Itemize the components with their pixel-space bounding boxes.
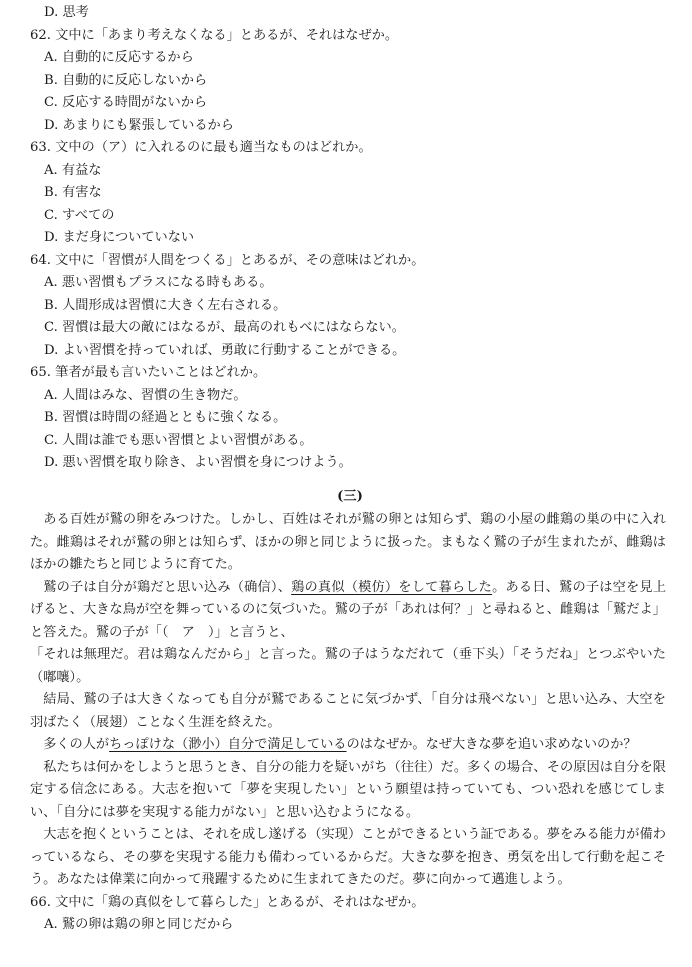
option-a: A. 人間はみな、習慣の生き物だ。	[44, 387, 247, 403]
option-a: A. 有益な	[44, 162, 102, 178]
option-d: D. あまりにも緊張しているから	[44, 117, 234, 133]
q61-option-d: D. 思考	[44, 5, 89, 20]
question-stem: 63. 文中の（ア）に入れるのに最も適当なものはどれか。	[30, 140, 372, 155]
question-65	[0, 362, 692, 475]
option-b: B. 人間形成は習慣に大きく左右される。	[44, 297, 287, 313]
option-b: B. 習慣は時間の経過とともに強くなる。	[44, 410, 287, 425]
option-c: C. 反応する時間がないから	[44, 95, 208, 110]
passage-text: 多くの人が	[43, 737, 110, 752]
section-title: (三)	[337, 488, 363, 504]
question-stem: 64. 文中に「習慣が人間をつくる」とあるが、その意味はどれか。	[30, 252, 425, 268]
passage-paragraph: 私たちは何かをしようと思うとき、自分の能力を疑いがち（往往）だ。多くの場合、その原因は自分を限定する信念にある。大志を抱いて「夢を実現したい」という願望は持っていても、つい恐れを感じてしまい、「自分には夢を実現する能力がない」と思い込むようになる。	[30, 759, 666, 820]
reading-passage	[0, 509, 692, 892]
passage-paragraph: 大志を抱くということは、それを成し遂げる（实现）ことができるという証である。夢をみる能力が備わっているなら、その夢を実現する能力も備わっているからだ。大きな夢を抱き、勇気を出して行動を起こそう。あなたは偉業に向かって飛躍するために生まれてきたのだ。夢に向かって邁進しよう。	[30, 827, 666, 887]
option-d: D. よい習慣を持っていれば、勇敢に行動することができる。	[44, 342, 406, 358]
passage-paragraph	[30, 734, 666, 757]
option-b: B. 自動的に反応しないから	[44, 72, 208, 88]
passage-paragraph: 「それは無理だ。君は鶏なんだから」と言った。鷲の子はうなだれて（垂下头）「そうだね」とつぶやいた（嘟嚷）。	[30, 647, 666, 685]
option-a: A. 鷲の卵は鶏の卵と同じだから	[44, 917, 234, 932]
passage-text: 鷲の子は自分が鶏だと思い込み（确信）、	[43, 579, 292, 595]
option-c: C. 人間は誰でも悪い習慣とよい習慣がある。	[44, 432, 313, 448]
passage-text: 。ある日、鷲の子は空を見上げると、大きな鳥が空を舞っているのに気づいた。鷲の子が「あれは何？」と尋ねると、雌鶏は「鷲だよ」と答えた。鷲の子が「（ ア ）」と言うと、	[30, 579, 667, 640]
question-66	[0, 892, 692, 937]
passage-text: のはなぜか。なぜ大きな夢を追い求めないのか？	[346, 737, 637, 752]
option-d: D. まだ身についていない	[44, 230, 195, 245]
option-d: D. 悪い習慣を取り除き、よい習慣を身につけよう。	[44, 455, 352, 470]
underlined-phrase: ちっぽけな（渺小）自分で満足している	[109, 737, 347, 752]
question-62	[0, 25, 692, 138]
passage-paragraph	[30, 577, 666, 645]
option-c: C. 習慣は最大の敵にはなるが、最高のれもべにはならない。	[44, 320, 405, 335]
passage-paragraph: 結局、鷲の子は大きくなっても自分が鷲であることに気づかず、「自分は飛べない」と思い込み、大空を羽ばたく（展翅）ことなく生涯を終えた。	[30, 692, 666, 730]
question-stem: 62. 文中に「あまり考えなくなる」とあるが、それはなぜか。	[30, 27, 399, 43]
question-stem: 65. 筆者が最も言いたいことはどれか。	[30, 365, 267, 380]
option-a: A. 悪い習慣もプラスになる時もある。	[44, 275, 273, 290]
question-64	[0, 250, 692, 363]
option-b: B. 有害な	[44, 185, 102, 200]
underlined-phrase: 鶏の真似（模仿）をして暮らした	[291, 579, 493, 595]
passage-paragraph: ある百姓が鷲の卵をみつけた。しかし、百姓はそれが鷲の卵とは知らず、鶏の小屋の雌鶏の巣の中に入れた。雌鶏はそれが鷲の卵とは知らず、ほかの卵と同じように扱った。まもなく鷲の子が生まれたが、雌鶏はほかの雛たちと同じように育てた。	[30, 512, 666, 572]
question-stem: 66. 文中に「鶏の真似をして暮らした」とあるが、それはなぜか。	[30, 894, 425, 910]
option-a: A. 自動的に反応するから	[44, 50, 194, 65]
question-63	[0, 137, 692, 250]
option-c: C. すべての	[44, 207, 115, 223]
